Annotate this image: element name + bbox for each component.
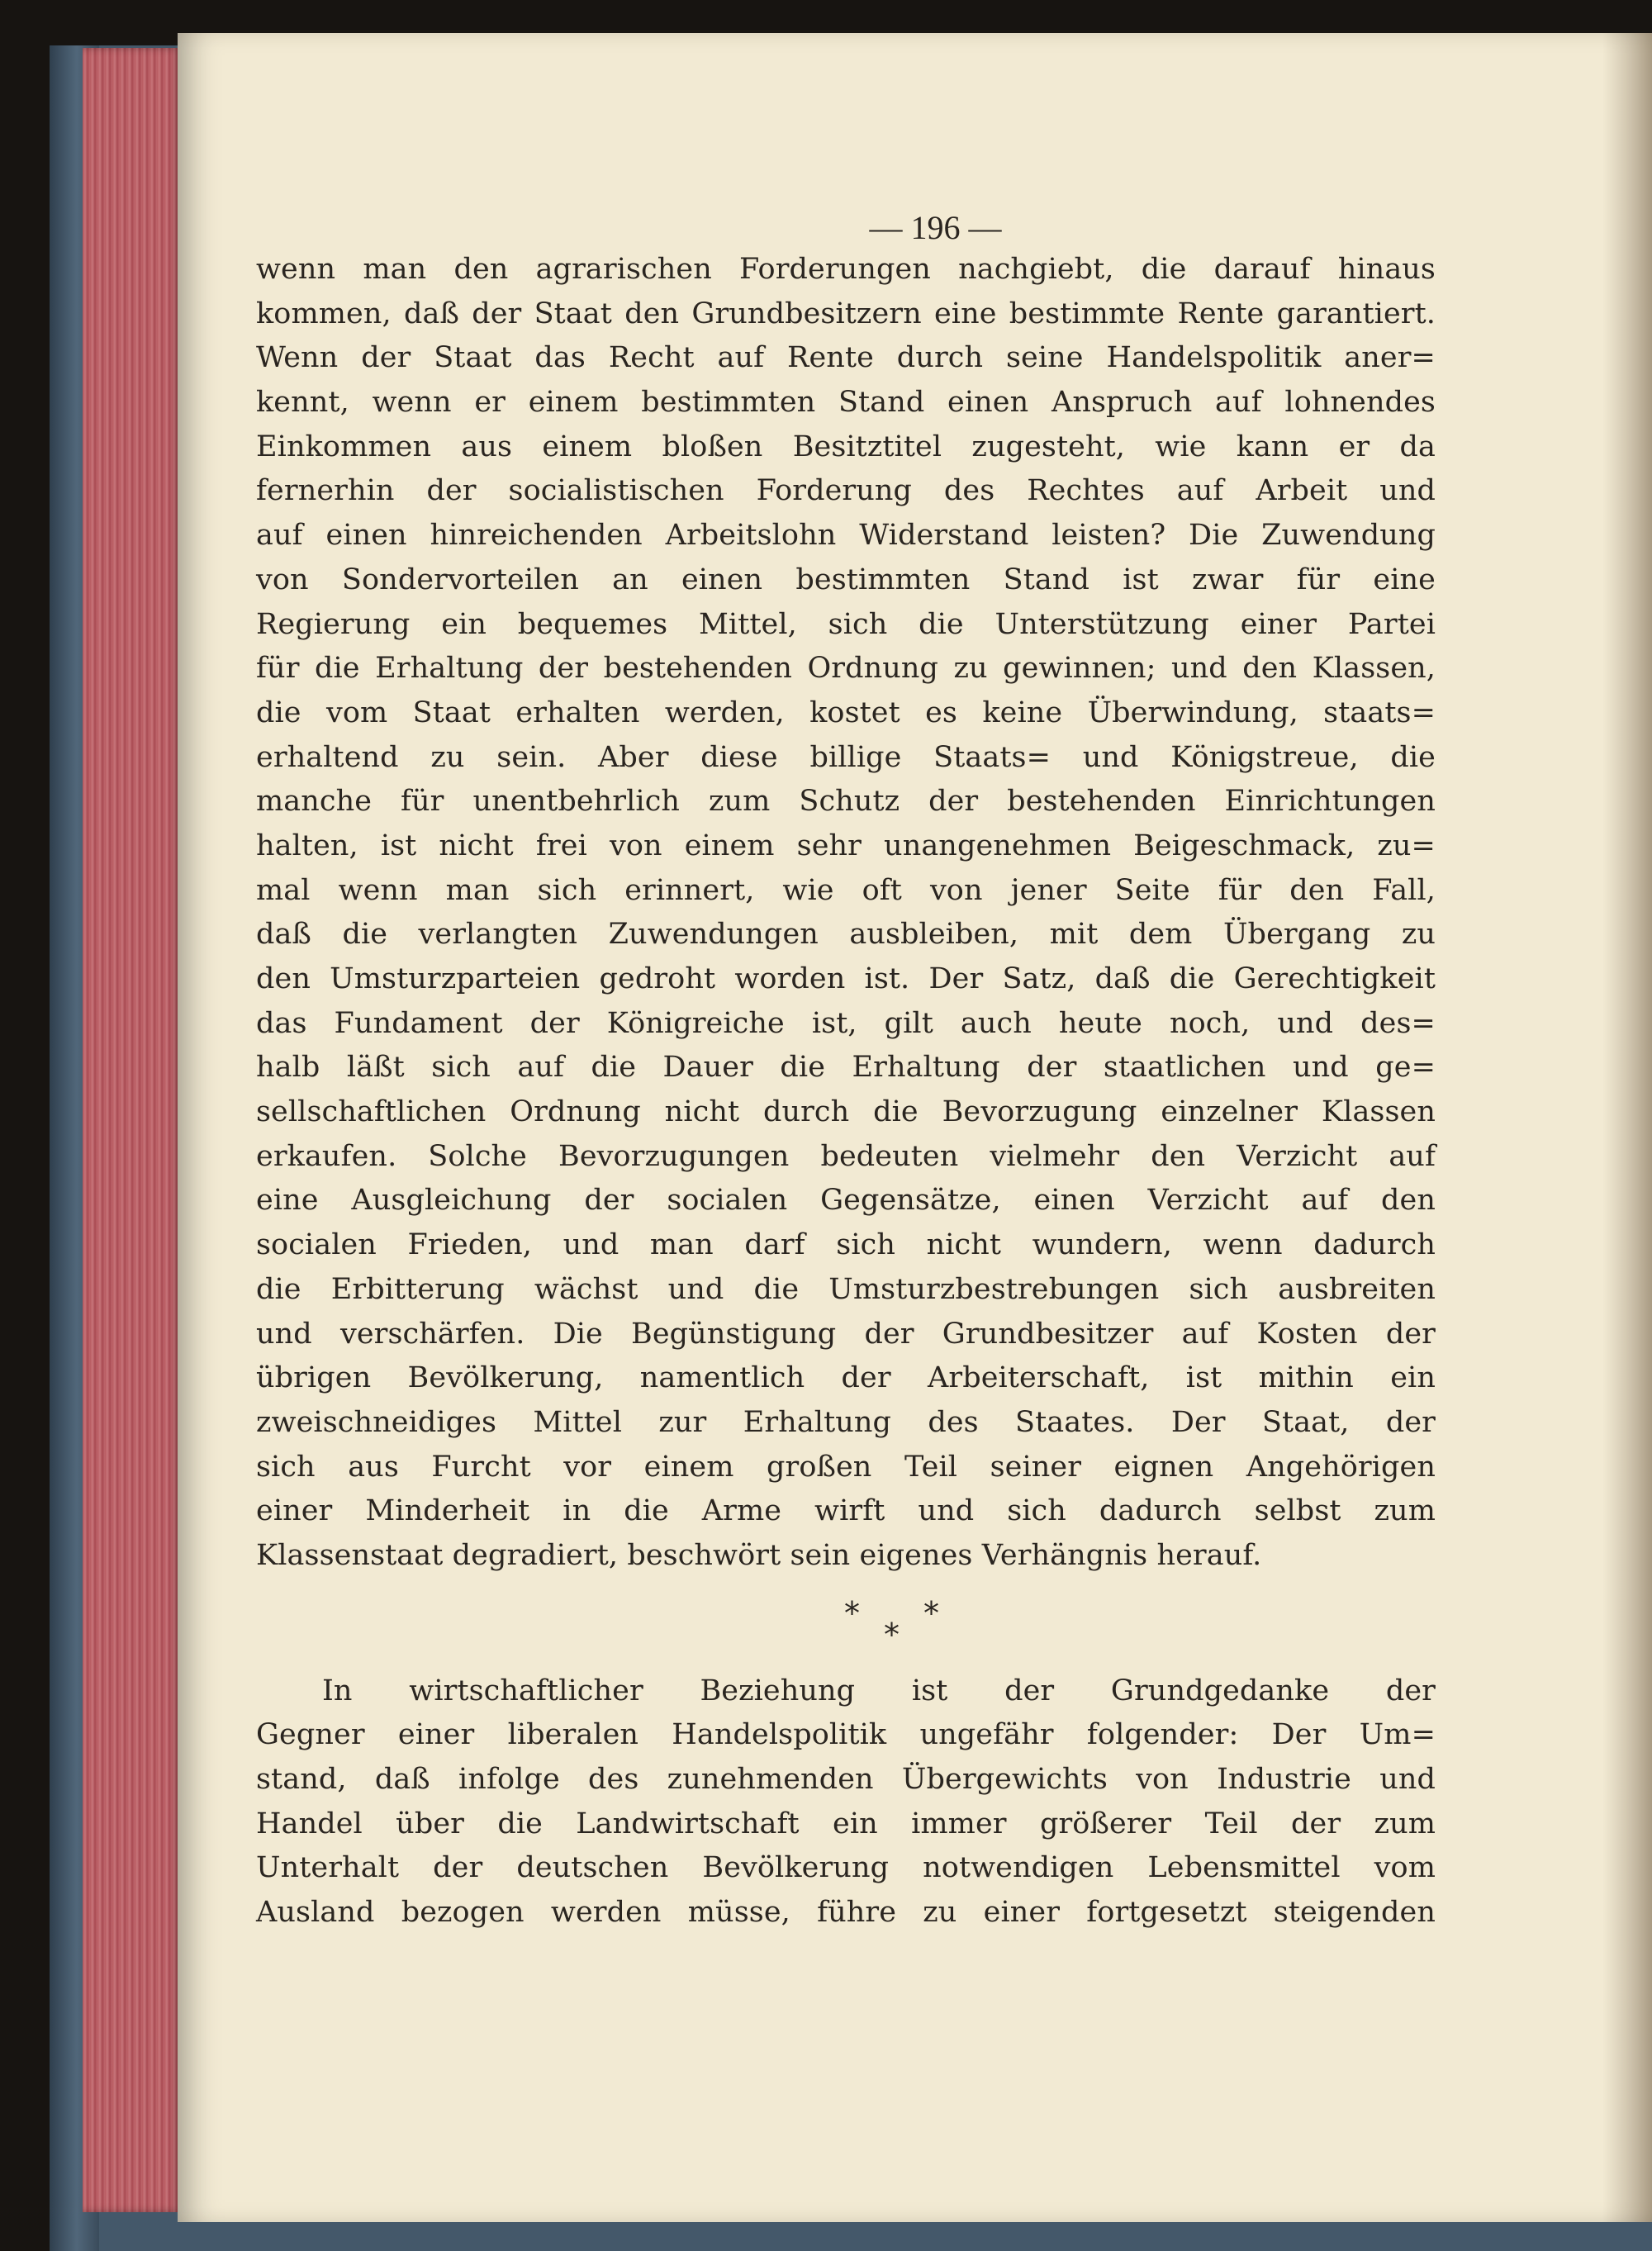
text-line: halten, ist nicht frei von einem sehr unangenehmen Beigeschmack, zu= — [256, 829, 1436, 862]
text-line: erhaltend zu sein. Aber diese billige Staats= und Königstreue, die — [256, 740, 1436, 774]
text-line: erkaufen. Solche Bevorzugungen bedeuten vielmehr den Verzicht auf — [256, 1139, 1436, 1173]
paragraph — [256, 1669, 1436, 1935]
text-line: einer Minderheit in die Arme wirft und sich dadurch selbst zum — [256, 1494, 1436, 1528]
text-line: das Fundament der Königreiche ist, gilt auch heute noch, und des= — [256, 1006, 1436, 1040]
asterisk: * — [923, 1594, 939, 1631]
text-line: zweischneidiges Mittel zur Erhaltung des Staates. Der Staat, der — [256, 1405, 1436, 1439]
text-line: socialen Frieden, und man darf sich nicht wundern, wenn dadurch — [256, 1228, 1436, 1262]
text-line: Einkommen aus einem bloßen Besitztitel zugesteht, wie kann er da — [256, 430, 1436, 463]
text-line: sich aus Furcht vor einem großen Teil seiner eignen Angehörigen — [256, 1450, 1436, 1484]
text-line: kennt, wenn er einem bestimmten Stand einen Anspruch auf lohnendes — [256, 386, 1436, 420]
text-line: von Sondervorteilen an einen bestimmten Stand ist zwar für eine — [256, 563, 1436, 596]
text-line: Klassenstaat degradiert, beschwört sein eigenes Verhängnis herauf. — [256, 1538, 1262, 1572]
text-line: auf einen hinreichenden Arbeitslohn Widerstand leisten? Die Zuwendung — [256, 519, 1436, 553]
page-edges — [83, 48, 182, 2212]
text-line: daß die verlangten Zuwendungen ausbleiben, mit dem Übergang zu — [256, 918, 1436, 952]
text-line: fernerhin der socialistischen Forderung des Rechtes auf Arbeit und — [256, 474, 1436, 508]
page-number: — 196 — — [869, 209, 1002, 246]
text-line: mal wenn man sich erinnert, wie oft von jener Seite für den Fall, — [256, 873, 1436, 907]
text-line: wenn man den agrarischen Forderungen nachgiebt, die darauf hinaus — [256, 253, 1436, 286]
paragraph — [256, 248, 1436, 1579]
text-line: Ausland bezogen werden müsse, führe zu einer fortgesetzt steigenden — [256, 1896, 1436, 1930]
text-line: Wenn der Staat das Recht auf Rente durch seine Handelspolitik aner= — [256, 341, 1436, 375]
body-text — [256, 248, 1436, 1935]
text-line: manche für unentbehrlich zum Schutz der bestehenden Einrichtungen — [256, 785, 1436, 819]
text-line: Gegner einer liberalen Handelspolitik ungefähr folgender: Der Um= — [256, 1718, 1436, 1752]
text-line: stand, daß infolge des zunehmenden Übergewichts von Industrie und — [256, 1763, 1436, 1796]
page-gutter-shadow — [1602, 33, 1652, 2222]
text-line: kommen, daß der Staat den Grundbesitzern eine bestimmte Rente garantiert. — [256, 297, 1436, 330]
asterisk: * — [844, 1594, 860, 1631]
text-line: die Erbitterung wächst und die Umsturzbestrebungen sich ausbreiten — [256, 1272, 1436, 1306]
text-line: und verschärfen. Die Begünstigung der Grundbesitzer auf Kosten der — [256, 1317, 1436, 1351]
text-line: Handel über die Landwirtschaft ein immer größerer Teil der zum — [256, 1807, 1436, 1840]
asterisk: * — [884, 1616, 900, 1653]
text-line: Unterhalt der deutschen Bevölkerung notwendigen Lebensmittel vom — [256, 1851, 1436, 1885]
text-line: eine Ausgleichung der socialen Gegensätze, einen Verzicht auf den — [256, 1184, 1436, 1218]
section-break — [256, 1579, 1436, 1669]
text-line: für die Erhaltung der bestehenden Ordnung zu gewinnen; und den Klassen, — [256, 652, 1436, 686]
text-line: halb läßt sich auf die Dauer die Erhaltung der staatlichen und ge= — [256, 1051, 1436, 1085]
text-line: sellschaftlichen Ordnung nicht durch die Bevorzugung einzelner Klassen — [256, 1095, 1436, 1129]
text-line: den Umsturzparteien gedroht worden ist. Der Satz, daß die Gerechtigkeit — [256, 962, 1436, 995]
text-line: Regierung ein bequemes Mittel, sich die Unterstützung einer Partei — [256, 607, 1436, 641]
text-line: In wirtschaftlicher Beziehung ist der Grundgedanke der — [322, 1674, 1436, 1707]
text-line: übrigen Bevölkerung, namentlich der Arbeiterschaft, ist mithin ein — [256, 1361, 1436, 1395]
text-line: die vom Staat erhalten werden, kostet es keine Überwindung, staats= — [256, 696, 1436, 729]
